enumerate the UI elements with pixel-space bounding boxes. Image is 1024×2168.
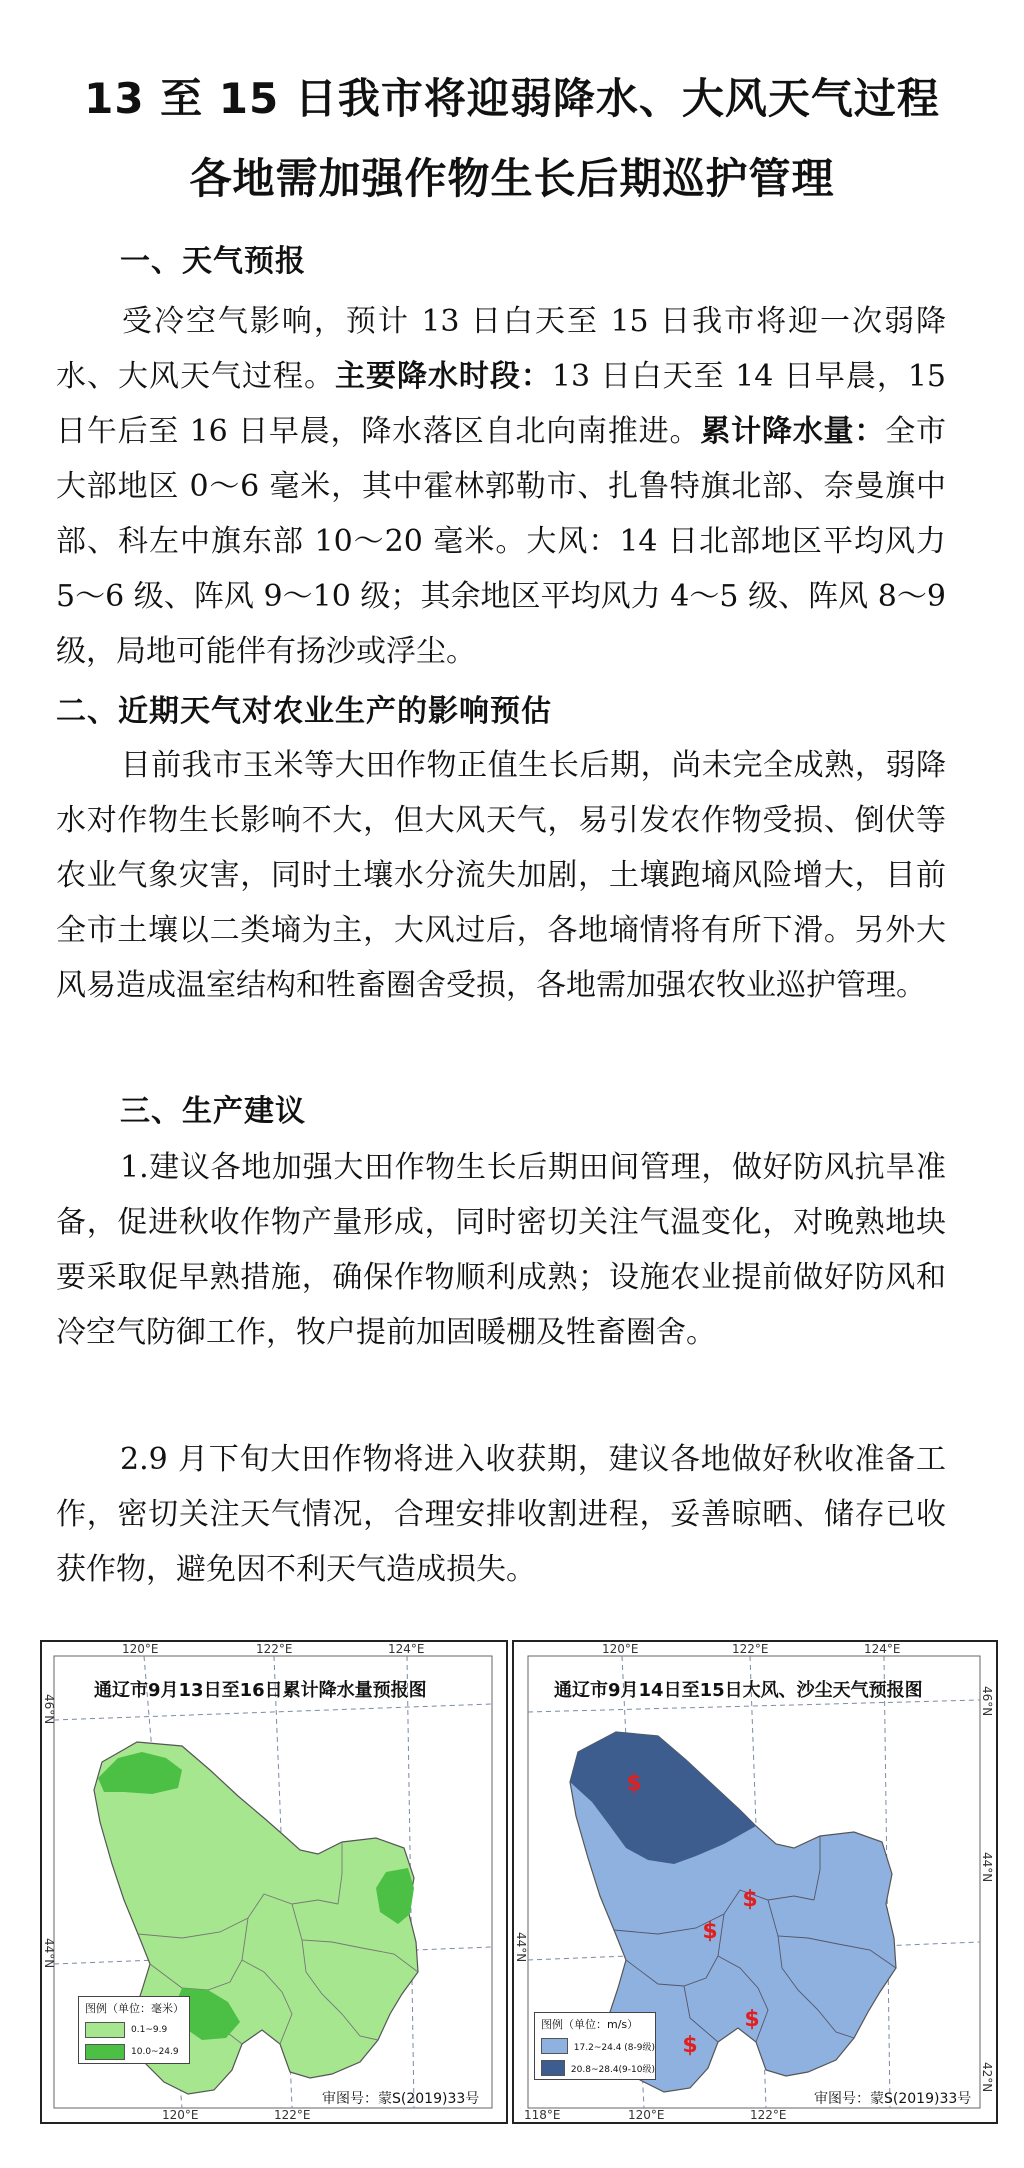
map1-legend-swatch xyxy=(85,2022,125,2038)
map2-top-tick-120: 120°E xyxy=(602,1642,639,1656)
map2-review-number: 审图号：蒙S(2019)33号 xyxy=(814,2091,972,2107)
map1-legend-row xyxy=(79,2019,189,2041)
map2-bottom-tick-122: 122°E xyxy=(750,2108,787,2122)
map2-legend-row xyxy=(535,2057,655,2079)
section1-paragraph xyxy=(56,294,946,679)
map2-bottom-tick-118: 118°E xyxy=(524,2108,561,2122)
map2-legend-label: 20.8~28.4(9-10级) xyxy=(570,2064,655,2075)
precipitation-map xyxy=(40,1640,508,2124)
map1-legend-swatch xyxy=(85,2044,125,2060)
map1-legend-row xyxy=(79,2041,189,2063)
map2-legend-swatch xyxy=(541,2060,565,2076)
map2-right-tick-46: 46°N xyxy=(980,1686,994,1717)
section1-text-a: 受冷空气影响，预计 13 日白天至 15 日我市将迎一次弱降水、大风天气过程。 xyxy=(56,304,946,394)
dust-icon: $ xyxy=(626,1771,642,1796)
map1-review-number: 审图号：蒙S(2019)33号 xyxy=(322,2091,480,2107)
section2-paragraph xyxy=(56,738,946,1013)
section1-text-c: 全市大部地区 0～6 毫米，其中霍林郭勒市、扎鲁特旗北部、奈曼旗中部、科左中旗东部 10～20 毫米。大风：14 日北部地区平均风力 5～6 级、阵风 9～10 级；其余地区平均风力 4～5 级、阵风 8～9 级，局地可能伴有扬沙或浮尘。 xyxy=(56,414,946,669)
section1-bold-b: 累计降水量： xyxy=(700,414,886,449)
section3-item1 xyxy=(56,1140,946,1360)
wind-dust-map-title: 通辽市9月14日至15日大风、沙尘天气预报图 xyxy=(554,1680,923,1701)
dust-icon: $ xyxy=(742,1887,758,1912)
section3-item1-text: 1.建议各地加强大田作物生长后期田间管理，做好防风抗旱准备，促进秋收作物产量形成，同时密切关注气温变化，对晚熟地块要采取促早熟措施，确保作物顺利成熟；设施农业提前做好防风和冷空气防御工作，牧户提前加固暖棚及牲畜圈舍。 xyxy=(56,1150,946,1350)
map2-bottom-tick-120: 120°E xyxy=(628,2108,665,2122)
section1-text-b: 13 日白天至 14 日早晨，15 日午后至 16 日早晨，降水落区自北向南推进。 xyxy=(56,359,946,449)
dust-icon: $ xyxy=(744,2007,760,2032)
page-title-line1: 13 至 15 日我市将迎弱降水、大风天气过程 xyxy=(84,74,940,123)
map1-left-tick-46: 46°N xyxy=(42,1694,56,1725)
map1-top-tick-124: 124°E xyxy=(388,1642,425,1656)
map2-legend-swatch xyxy=(541,2038,568,2054)
map2-top-tick-122: 122°E xyxy=(732,1642,769,1656)
map1-legend-title: 图例（单位：毫米） xyxy=(85,2002,184,2015)
map2-legend-title: 图例（单位：m/s） xyxy=(541,2018,639,2031)
map2-left-tick-44: 44°N xyxy=(514,1932,528,1963)
map2-right-tick-44: 44°N xyxy=(980,1852,994,1883)
map2-legend-label: 17.2~24.4 (8-9级) xyxy=(573,2042,655,2053)
section3-heading: 三、生产建议 xyxy=(120,1094,306,1129)
wind-dust-map-legend xyxy=(534,2012,656,2080)
section1-bold-a: 主要降水时段： xyxy=(334,359,552,394)
dust-icon: $ xyxy=(702,1919,718,1944)
precipitation-map-legend xyxy=(78,1996,190,2064)
map1-bottom-tick-120: 120°E xyxy=(162,2108,199,2122)
dust-icon: $ xyxy=(682,2033,698,2058)
map1-top-tick-122: 122°E xyxy=(256,1642,293,1656)
map1-legend-label: 0.1~9.9 xyxy=(131,2025,168,2035)
section2-text: 目前我市玉米等大田作物正值生长后期，尚未完全成熟，弱降水对作物生长影响不大，但大风天气，易引发农作物受损、倒伏等农业气象灾害，同时土壤水分流失加剧，土壤跑墒风险增大，目前全市土壤以二类墒为主，大风过后，各地墒情将有所下滑。另外大风易造成温室结构和牲畜圈舍受损，各地需加强农牧业巡护管理。 xyxy=(56,748,946,1003)
map2-right-tick-42: 42°N xyxy=(980,2062,994,2093)
page-title-line2: 各地需加强作物生长后期巡护管理 xyxy=(189,154,835,203)
map1-bottom-tick-122: 122°E xyxy=(274,2108,311,2122)
map1-top-tick-120: 120°E xyxy=(122,1642,159,1656)
precipitation-map-title: 通辽市9月13日至16日累计降水量预报图 xyxy=(94,1680,427,1701)
section3-item2-text: 2.9 月下旬大田作物将进入收获期，建议各地做好秋收准备工作，密切关注天气情况，合理安排收割进程，妥善晾晒、储存已收获作物，避免因不利天气造成损失。 xyxy=(56,1442,946,1587)
section1-heading: 一、天气预报 xyxy=(120,244,306,279)
map2-legend-row xyxy=(535,2035,655,2057)
map2-top-tick-124: 124°E xyxy=(864,1642,901,1656)
wind-dust-map xyxy=(512,1640,998,2124)
map1-legend-label: 10.0~24.9 xyxy=(131,2047,179,2057)
section2-heading: 二、近期天气对农业生产的影响预估 xyxy=(56,694,552,729)
map1-left-tick-44: 44°N xyxy=(42,1938,56,1969)
section3-item2 xyxy=(56,1432,946,1597)
